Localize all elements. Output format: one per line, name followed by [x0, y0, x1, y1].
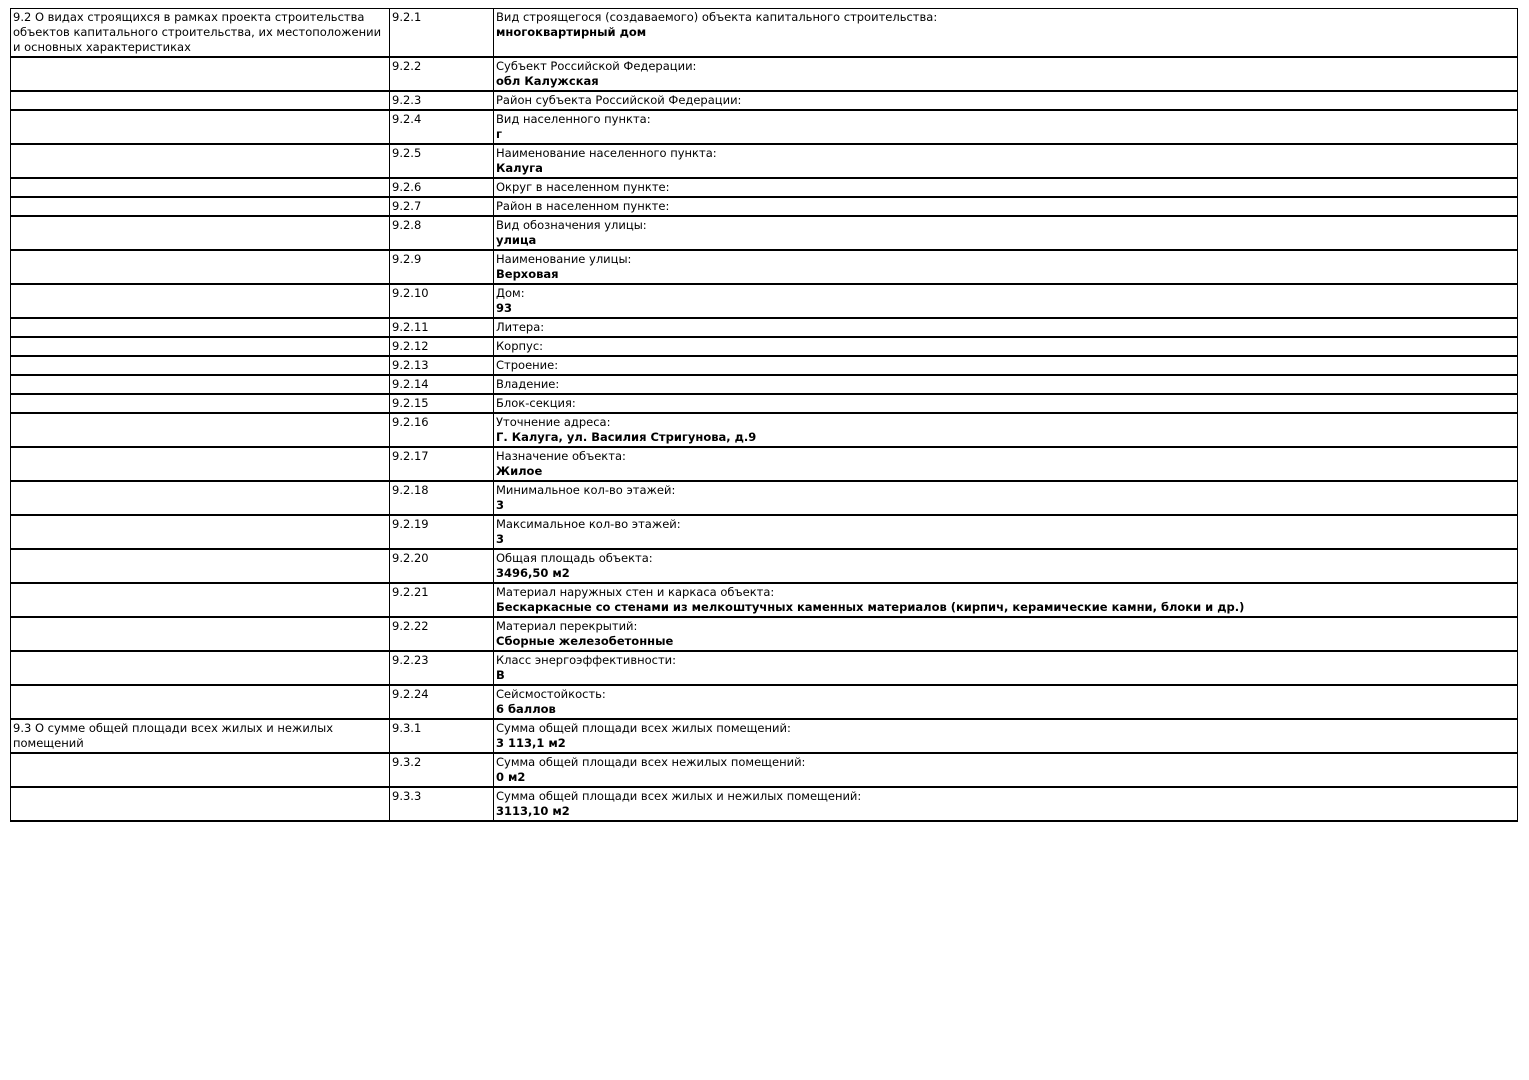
table-row [11, 197, 1518, 216]
section-cell [11, 284, 390, 318]
field-label: Район в населенном пункте: [496, 199, 670, 213]
field-value: 3 [496, 532, 505, 546]
field-label: Назначение объекта: [496, 449, 626, 463]
section-cell [11, 144, 390, 178]
table-row [11, 216, 1518, 250]
section-title: 9.3 О сумме общей площади всех жилых и нежилых помещений [13, 721, 334, 750]
table-row [11, 617, 1518, 651]
section-cell [11, 515, 390, 549]
content-cell [494, 549, 1518, 583]
content-cell [494, 216, 1518, 250]
section-cell [11, 549, 390, 583]
field-label: Район субъекта Российской Федерации: [496, 93, 742, 107]
item-number-cell: 9.2.17 [390, 447, 494, 481]
content-cell [494, 356, 1518, 375]
table-row [11, 110, 1518, 144]
item-number-cell: 9.3.2 [390, 753, 494, 787]
field-label: Максимальное кол-во этажей: [496, 517, 681, 531]
field-label: Сумма общей площади всех нежилых помещений: [496, 755, 806, 769]
content-cell [494, 91, 1518, 110]
content-cell [494, 57, 1518, 91]
content-cell [494, 284, 1518, 318]
content-cell [494, 651, 1518, 685]
field-value: Бескаркасные со стенами из мелкоштучных каменных материалов (кирпич, керамические камни, блоки и др.) [496, 600, 1245, 614]
field-value: Верховая [496, 267, 559, 281]
table-row [11, 719, 1518, 753]
content-cell [494, 197, 1518, 216]
table-row [11, 337, 1518, 356]
section-cell [11, 447, 390, 481]
field-value: 3 [496, 498, 505, 512]
field-label: Вид строящегося (создаваемого) объекта капитального строительства: [496, 10, 938, 24]
field-value: 93 [496, 301, 513, 315]
section-cell [11, 583, 390, 617]
field-value: улица [496, 233, 537, 247]
item-number-cell: 9.2.5 [390, 144, 494, 178]
field-value: 3 113,1 м2 [496, 736, 566, 750]
table-row [11, 753, 1518, 787]
section-cell [11, 481, 390, 515]
table-row [11, 787, 1518, 821]
item-number-cell: 9.2.12 [390, 337, 494, 356]
field-label: Корпус: [496, 339, 544, 353]
field-value: Сборные железобетонные [496, 634, 674, 648]
field-label: Дом: [496, 286, 525, 300]
item-number-cell: 9.2.23 [390, 651, 494, 685]
item-number-cell: 9.2.1 [390, 9, 494, 58]
table-row [11, 9, 1518, 58]
content-cell [494, 318, 1518, 337]
table-row [11, 447, 1518, 481]
table-row [11, 549, 1518, 583]
field-label: Округ в населенном пункте: [496, 180, 670, 194]
section-cell [11, 216, 390, 250]
field-value: обл Калужская [496, 74, 599, 88]
section-cell [11, 356, 390, 375]
field-label: Материал наружных стен и каркаса объекта: [496, 585, 775, 599]
item-number-cell: 9.2.9 [390, 250, 494, 284]
content-cell [494, 110, 1518, 144]
section-cell [11, 753, 390, 787]
item-number-cell: 9.2.11 [390, 318, 494, 337]
field-label: Строение: [496, 358, 559, 372]
table-row [11, 481, 1518, 515]
section-title: 9.2 О видах строящихся в рамках проекта строительства объектов капитального строительства, их местоположении и основных характеристиках [13, 10, 382, 54]
item-number-cell: 9.2.13 [390, 356, 494, 375]
field-label: Сумма общей площади всех жилых помещений: [496, 721, 791, 735]
field-value: В [496, 668, 505, 682]
item-number-cell: 9.2.4 [390, 110, 494, 144]
table-row [11, 375, 1518, 394]
section-cell [11, 9, 390, 58]
item-number-cell: 9.2.18 [390, 481, 494, 515]
section-cell [11, 719, 390, 753]
field-label: Общая площадь объекта: [496, 551, 653, 565]
item-number-cell: 9.2.16 [390, 413, 494, 447]
content-cell [494, 481, 1518, 515]
content-cell [494, 375, 1518, 394]
section-cell [11, 178, 390, 197]
item-number-cell: 9.3.1 [390, 719, 494, 753]
field-value: Г. Калуга, ул. Василия Стригунова, д.9 [496, 430, 757, 444]
field-value: г [496, 127, 503, 141]
content-cell [494, 144, 1518, 178]
item-number-cell: 9.2.22 [390, 617, 494, 651]
field-label: Наименование улицы: [496, 252, 632, 266]
field-label: Уточнение адреса: [496, 415, 611, 429]
item-number-cell: 9.2.7 [390, 197, 494, 216]
field-label: Наименование населенного пункта: [496, 146, 717, 160]
content-cell [494, 9, 1518, 58]
content-cell [494, 178, 1518, 197]
section-cell [11, 787, 390, 821]
item-number-cell: 9.3.3 [390, 787, 494, 821]
item-number-cell: 9.2.21 [390, 583, 494, 617]
section-cell [11, 57, 390, 91]
item-number-cell: 9.2.6 [390, 178, 494, 197]
content-cell [494, 719, 1518, 753]
content-cell [494, 753, 1518, 787]
table-row [11, 91, 1518, 110]
item-number-cell: 9.2.3 [390, 91, 494, 110]
content-cell [494, 617, 1518, 651]
content-cell [494, 447, 1518, 481]
declaration-table [10, 8, 1518, 822]
section-cell [11, 91, 390, 110]
item-number-cell: 9.2.10 [390, 284, 494, 318]
item-number-cell: 9.2.14 [390, 375, 494, 394]
content-cell [494, 515, 1518, 549]
table-row [11, 685, 1518, 719]
content-cell [494, 583, 1518, 617]
field-value: 6 баллов [496, 702, 556, 716]
section-cell [11, 250, 390, 284]
field-label: Сумма общей площади всех жилых и нежилых помещений: [496, 789, 862, 803]
table-row [11, 284, 1518, 318]
section-cell [11, 617, 390, 651]
field-label: Класс энергоэффективности: [496, 653, 677, 667]
content-cell [494, 394, 1518, 413]
field-label: Сейсмостойкость: [496, 687, 606, 701]
table-row [11, 57, 1518, 91]
content-cell [494, 787, 1518, 821]
section-cell [11, 197, 390, 216]
content-cell [494, 685, 1518, 719]
content-cell [494, 337, 1518, 356]
field-label: Вид населенного пункта: [496, 112, 651, 126]
content-cell [494, 413, 1518, 447]
section-cell [11, 685, 390, 719]
table-row [11, 178, 1518, 197]
item-number-cell: 9.2.24 [390, 685, 494, 719]
field-label: Минимальное кол-во этажей: [496, 483, 676, 497]
section-cell [11, 375, 390, 394]
section-cell [11, 318, 390, 337]
section-cell [11, 394, 390, 413]
field-value: 3113,10 м2 [496, 804, 570, 818]
table-row [11, 413, 1518, 447]
field-label: Блок-секция: [496, 396, 576, 410]
field-label: Литера: [496, 320, 545, 334]
table-row [11, 356, 1518, 375]
table-row [11, 651, 1518, 685]
field-value: 0 м2 [496, 770, 526, 784]
field-label: Вид обозначения улицы: [496, 218, 647, 232]
field-value: многоквартирный дом [496, 25, 647, 39]
field-label: Владение: [496, 377, 560, 391]
field-value: Жилое [496, 464, 543, 478]
field-value: Калуга [496, 161, 543, 175]
table-row [11, 144, 1518, 178]
field-value: 3496,50 м2 [496, 566, 570, 580]
table-row [11, 394, 1518, 413]
section-cell [11, 651, 390, 685]
table-row [11, 515, 1518, 549]
section-cell [11, 110, 390, 144]
field-label: Субъект Российской Федерации: [496, 59, 697, 73]
table-row [11, 583, 1518, 617]
table-row [11, 318, 1518, 337]
item-number-cell: 9.2.15 [390, 394, 494, 413]
item-number-cell: 9.2.20 [390, 549, 494, 583]
field-label: Материал перекрытий: [496, 619, 638, 633]
content-cell [494, 250, 1518, 284]
item-number-cell: 9.2.2 [390, 57, 494, 91]
item-number-cell: 9.2.8 [390, 216, 494, 250]
section-cell [11, 337, 390, 356]
section-cell [11, 413, 390, 447]
item-number-cell: 9.2.19 [390, 515, 494, 549]
table-row [11, 250, 1518, 284]
